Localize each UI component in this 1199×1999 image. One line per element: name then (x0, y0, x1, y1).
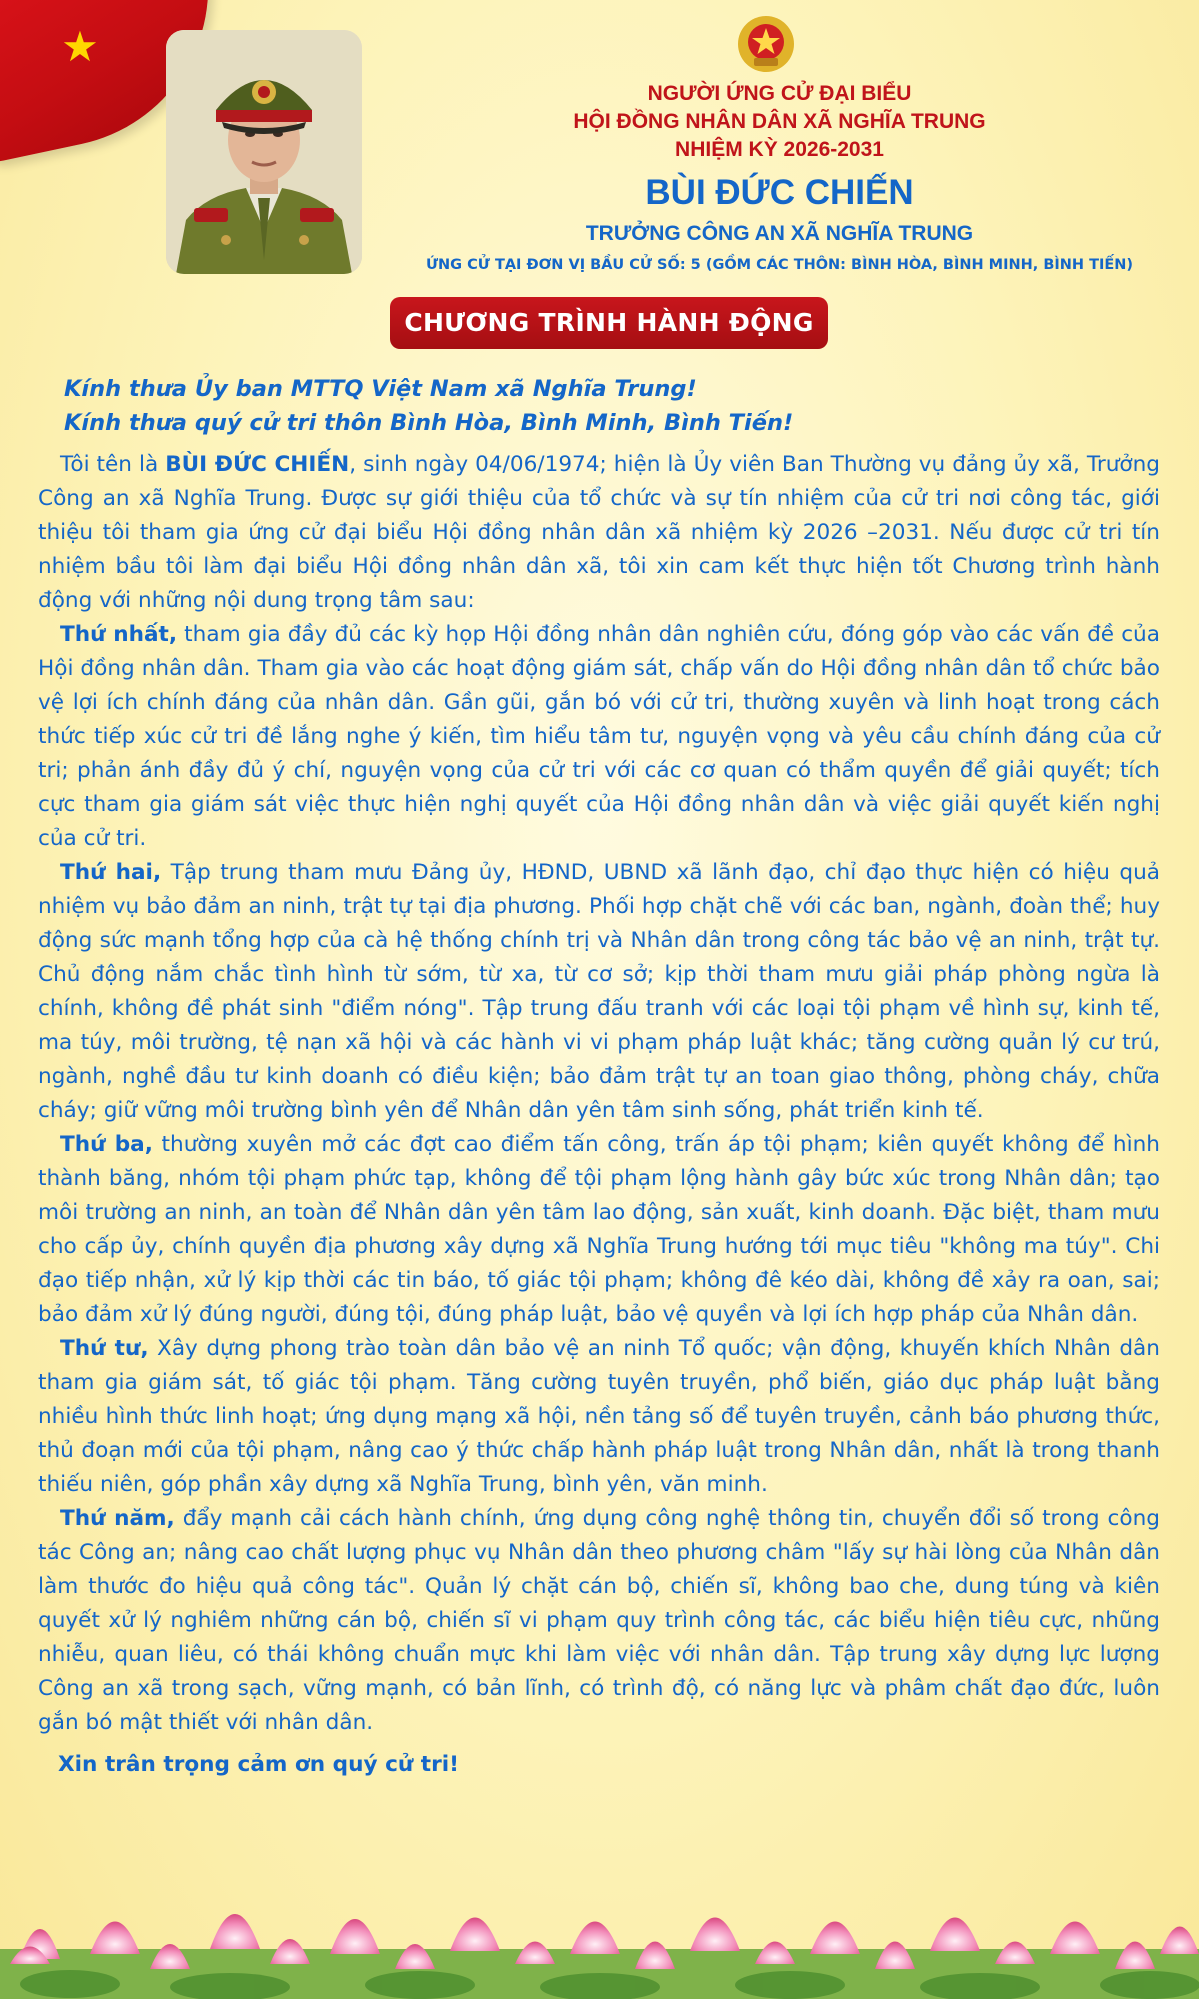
candidate-portrait (166, 30, 362, 274)
point-lead: Thứ năm, (60, 1506, 175, 1531)
intro-text-start: Tôi tên là (60, 452, 166, 477)
portrait-illustration (166, 30, 362, 274)
candidate-position: TRƯỞNG CÔNG AN XÃ NGHĨA TRUNG (585, 222, 974, 245)
point-lead: Thứ hai, (60, 860, 162, 885)
action-program-body (38, 372, 1160, 1782)
header-line-3: NHIỆM KỲ 2026-2031 (675, 138, 884, 161)
candidate-name: BÙI ĐỨC CHIẾN (645, 173, 914, 212)
point-paragraph (38, 1128, 1160, 1332)
point-lead: Thứ tư, (60, 1336, 149, 1361)
intro-paragraph (38, 448, 1160, 618)
greeting-line-2: Kính thưa quý cử tri thôn Bình Hòa, Bình Minh, Bình Tiến! (64, 410, 794, 436)
point-lead: Thứ nhất, (60, 622, 178, 647)
intro-text-rest: , sinh ngày 04/06/1974; hiện là Ủy viên Ban Thường vụ đảng ủy xã, Trưởng Công an xã Nghĩa Trung. Được sự giới thiệu của tổ chức và sự tín nhiệm của cử tri nơi công tác, giới thiệu tôi tham gia ứng cử đại biểu Hội đồng nhân dân xã nhiệm kỳ 2026 –2031. Nếu được cử tri tín nhiệm bầu tôi làm đại biểu Hội đồng nhân dân xã, tôi xin cam kết thực hiện tốt Chương trình hành động với những nội dung trọng tâm sau: (38, 452, 1161, 613)
point-text: thường xuyên mở các đợt cao điểm tấn công, trấn áp tội phạm; kiên quyết không để hình thành băng, nhóm tội phạm phức tạp, không để tội phạm lộng hành gây bức xúc trong Nhân dân; tạo môi trường an ninh, an toàn để Nhân dân yên tâm lao động, sản xuất, kinh doanh. Đặc biệt, tham mưu cho cấp ủy, chính quyền địa phương xây dựng xã Nghĩa Trung hướng tới mục tiêu "không ma túy". Chi đạo tiếp nhận, xử lý kịp thời các tin báo, tố giác tội phạm; không đê kéo dài, không đề xảy ra oan, sai; bảo đảm xử lý đúng người, đúng tội, đúng pháp luật, bảo vệ quyền và lợi ích hợp pháp của Nhân dân. (38, 1132, 1160, 1327)
point-text: Xây dựng phong trào toàn dân bảo vệ an ninh Tổ quốc; vận động, khuyến khích Nhân dân tham gia giám sát, tố giác tội phạm. Tăng cường tuyên truyền, phổ biến, giáo dục pháp luật bằng nhiều hình thức linh hoạt; ứng dụng mạng xã hội, nền tảng số để tuyên truyền, cảnh báo phương thức, thủ đoạn mới của tội phạm, nâng cao ý thức chấp hành pháp luật trong Nhân dân, nhất là trong thanh thiếu niên, góp phần xây dựng xã Nghĩa Trung, bình yên, văn minh. (38, 1336, 1160, 1497)
point-paragraph (38, 1332, 1160, 1502)
lotus-flower-decoration (0, 1859, 1199, 1999)
intro-name-bold: BÙI ĐỨC CHIẾN (165, 452, 350, 477)
action-program-banner: CHƯƠNG TRÌNH HÀNH ĐỘNG (390, 297, 828, 349)
point-paragraph (38, 1502, 1160, 1740)
header-line-1: NGƯỜI ỨNG CỬ ĐẠI BIỂU (647, 82, 912, 105)
closing-thanks: Xin trân trọng cảm ơn quý cử tri! (58, 1752, 459, 1777)
national-emblem-icon (736, 14, 796, 74)
point-paragraph (38, 856, 1160, 1128)
header-line-2: HỘI ĐỒNG NHÂN DÂN XÃ NGHĨA TRUNG (573, 110, 986, 133)
point-text: Tập trung tham mưu Đảng ủy, HĐND, UBND xã lãnh đạo, chỉ đạo thực hiện có hiệu quả nhiệm vụ bảo đảm an ninh, trật tự tại địa phương. Phối hợp chặt chẽ với các ban, ngành, đoàn thể; huy động sức mạnh tổng hợp của cà hệ thống chính trị và Nhân dân trong công tác bảo vệ an ninh, trật tự. Chủ động nắm chắc tình hình từ sớm, từ xa, từ cơ sở; kịp thời tham mưu giải pháp phòng ngừa là chính, không đề phát sinh "điểm nóng". Tập trung đấu tranh với các loại tội phạm về hình sự, kinh tế, ma túy, môi trường, tệ nạn xã hội và các hành vi vi phạm pháp luật khác; tăng cường quản lý cư trú, ngành, nghề đầu tư kinh doanh có điều kiện; bảo đảm trật tự an toan giao thông, phòng cháy, chữa cháy; giữ vững môi trường bình yên để Nhân dân yên tâm sinh sống, phát triển kinh tế. (38, 860, 1160, 1123)
star-icon: ★ (61, 22, 99, 72)
candidate-header (380, 80, 1179, 276)
greeting-line-1: Kính thưa Ủy ban MTTQ Việt Nam xã Nghĩa Trung! (64, 376, 697, 402)
point-lead: Thứ ba, (60, 1132, 153, 1157)
point-text: đẩy mạnh cải cách hành chính, ứng dụng công nghệ thông tin, chuyển đổi số trong công tác Công an; nâng cao chất lượng phục vụ Nhân dân theo phương châm "lấy sự hài lòng của Nhân dân làm thước đo hiệu quả công tác". Quản lý chặt cán bộ, chiến sĩ, không bao che, dung túng và kiên quyết xử lý nghiêm những cán bộ, chiến sĩ vi phạm quy trình công tác, các biểu hiện tiêu cực, nhũng nhiễu, quan liêu, có thái không chuẩn mực khi làm việc với nhân dân. Tập trung xây dựng lực lượng Công an xã trong sạch, vững mạnh, có bản lĩnh, có trình độ, có năng lực và phâm chất đạo đức, luôn gắn bó mật thiết với nhân dân. (38, 1506, 1160, 1735)
point-text: tham gia đầy đủ các kỳ họp Hội đồng nhân dân nghiên cứu, đóng góp vào các vấn đề của Hội đồng nhân dân. Tham gia vào các hoạt động giám sát, chấp vấn do Hội đồng nhân dân tổ chức bảo vệ lợi ích chính đáng của nhân dân. Gần gũi, gắn bó với cử tri, thường xuyên và linh hoạt trong cách thức tiếp xúc cử tri đề lắng nghe ý kiến, tìm hiểu tâm tư, nguyện vọng và yêu cầu chính đáng của cử tri; phản ánh đầy đủ ý chí, nguyện vọng của cử tri với các cơ quan có thẩm quyền để giải quyết; tích cực tham gia giám sát việc thực hiện nghị quyết của Hội đồng nhân dân và việc giải quyết kiến nghị của cử tri. (38, 622, 1160, 851)
point-paragraph (38, 618, 1160, 856)
electoral-unit: ỨNG CỬ TẠI ĐƠN VỊ BẦU CỬ SỐ: 5 (GỒM CÁC THÔN: BÌNH HÒA, BÌNH MINH, BÌNH TIẾN) (425, 257, 1134, 273)
